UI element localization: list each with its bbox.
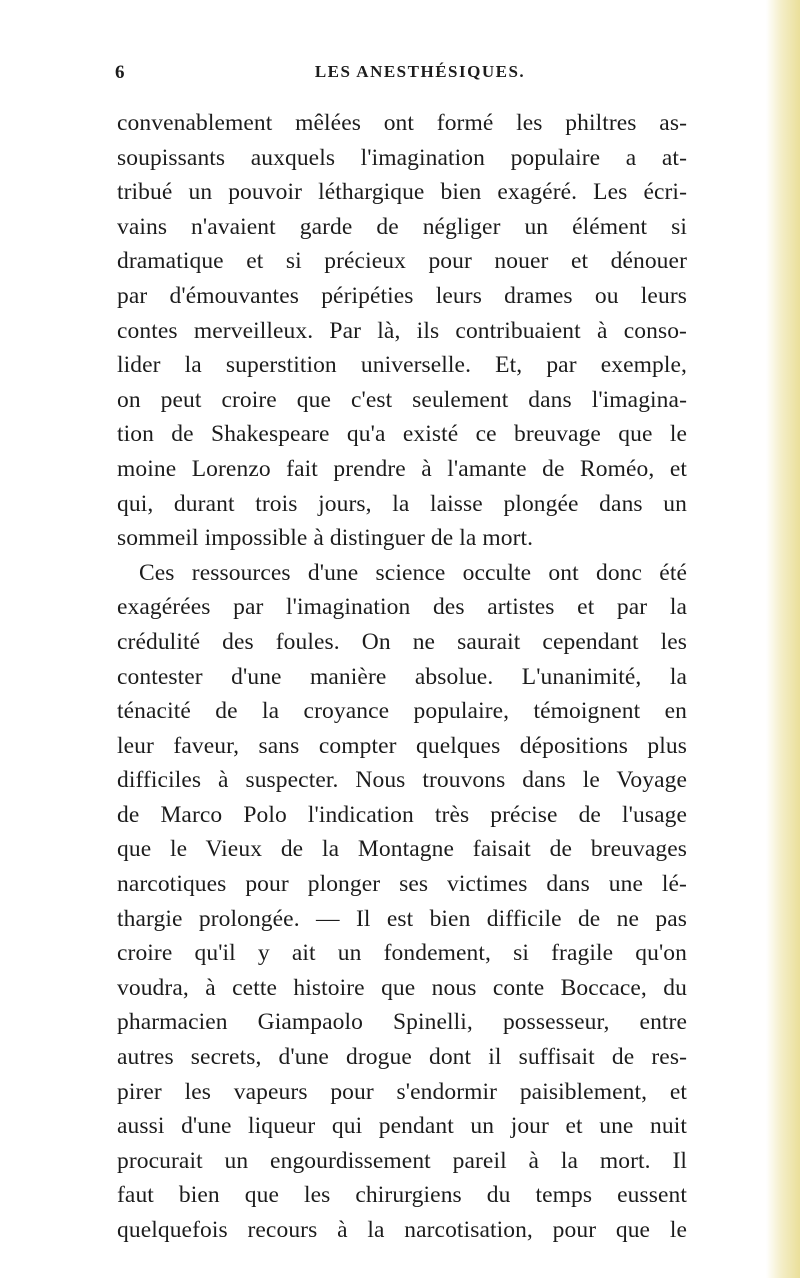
text-line: exagérées par l'imagination des artistes et par la [117, 594, 687, 621]
body-text [117, 106, 687, 1248]
page-number: 6 [115, 62, 125, 83]
text-line: que le Vieux de la Montagne faisait de breuvages [117, 836, 687, 863]
text-line: voudra, à cette histoire que nous conte Boccace, du [117, 974, 687, 1001]
text-line: vains n'avaient garde de négliger un élément si [117, 213, 687, 240]
text-line: narcotiques pour plonger ses victimes dans une lé- [117, 871, 687, 898]
text-line: pharmacien Giampaolo Spinelli, possesseur, entre [117, 1009, 687, 1036]
page-header [110, 62, 730, 86]
text-line: ténacité de la croyance populaire, témoignent en [117, 698, 687, 725]
text-line: contes merveilleux. Par là, ils contribuaient à conso- [117, 317, 687, 344]
text-line: par d'émouvantes péripéties leurs drames ou leurs [117, 282, 687, 309]
text-line: lider la superstition universelle. Et, par exemple, [117, 352, 687, 379]
text-line: moine Lorenzo fait prendre à l'amante de Roméo, et [117, 455, 687, 482]
text-line: pirer les vapeurs pour s'endormir paisiblement, et [117, 1078, 687, 1105]
text-line: crédulité des foules. On ne saurait cependant les [117, 628, 687, 655]
text-line: tribué un pouvoir léthargique bien exagéré. Les écri- [117, 179, 687, 206]
text-line: autres secrets, d'une drogue dont il suffisait de res- [117, 1044, 687, 1071]
text-line: difficiles à suspecter. Nous trouvons dans le Voyage [117, 767, 687, 794]
text-line: on peut croire que c'est seulement dans l'imagina- [117, 386, 687, 413]
running-title: LES ANESTHÉSIQUES. [314, 62, 526, 81]
text-line: procurait un engourdissement pareil à la mort. Il [117, 1147, 687, 1174]
text-line: aussi d'une liqueur qui pendant un jour et une nuit [117, 1113, 687, 1140]
text-line: tion de Shakespeare qu'a existé ce breuvage que le [117, 421, 687, 448]
text-line: quelquefois recours à la narcotisation, pour que le [117, 1217, 687, 1243]
text-line: leur faveur, sans compter quelques dépositions plus [117, 732, 687, 759]
text-line: dramatique et si précieux pour nouer et dénouer [117, 248, 687, 275]
text-line: faut bien que les chirurgiens du temps eussent [117, 1182, 687, 1209]
text-line: qui, durant trois jours, la laisse plongée dans un [117, 490, 687, 517]
text-line: convenablement mêlées ont formé les philtres as- [117, 110, 687, 136]
text-line: de Marco Polo l'indication très précise de l'usage [117, 801, 687, 828]
paragraph-start-line: Ces ressources d'une science occulte ont donc été [139, 559, 687, 586]
text-line: croire qu'il y ait un fondement, si fragile qu'on [117, 940, 687, 967]
text-line: soupissants auxquels l'imagination populaire a at- [117, 144, 687, 171]
page-edge-shading [766, 0, 800, 1278]
text-line: thargie prolongée. — Il est bien difficile de ne pas [117, 905, 687, 932]
paragraph-end-line: sommeil impossible à distinguer de la mort. [117, 525, 534, 552]
text-line: contester d'une manière absolue. L'unanimité, la [117, 663, 687, 690]
